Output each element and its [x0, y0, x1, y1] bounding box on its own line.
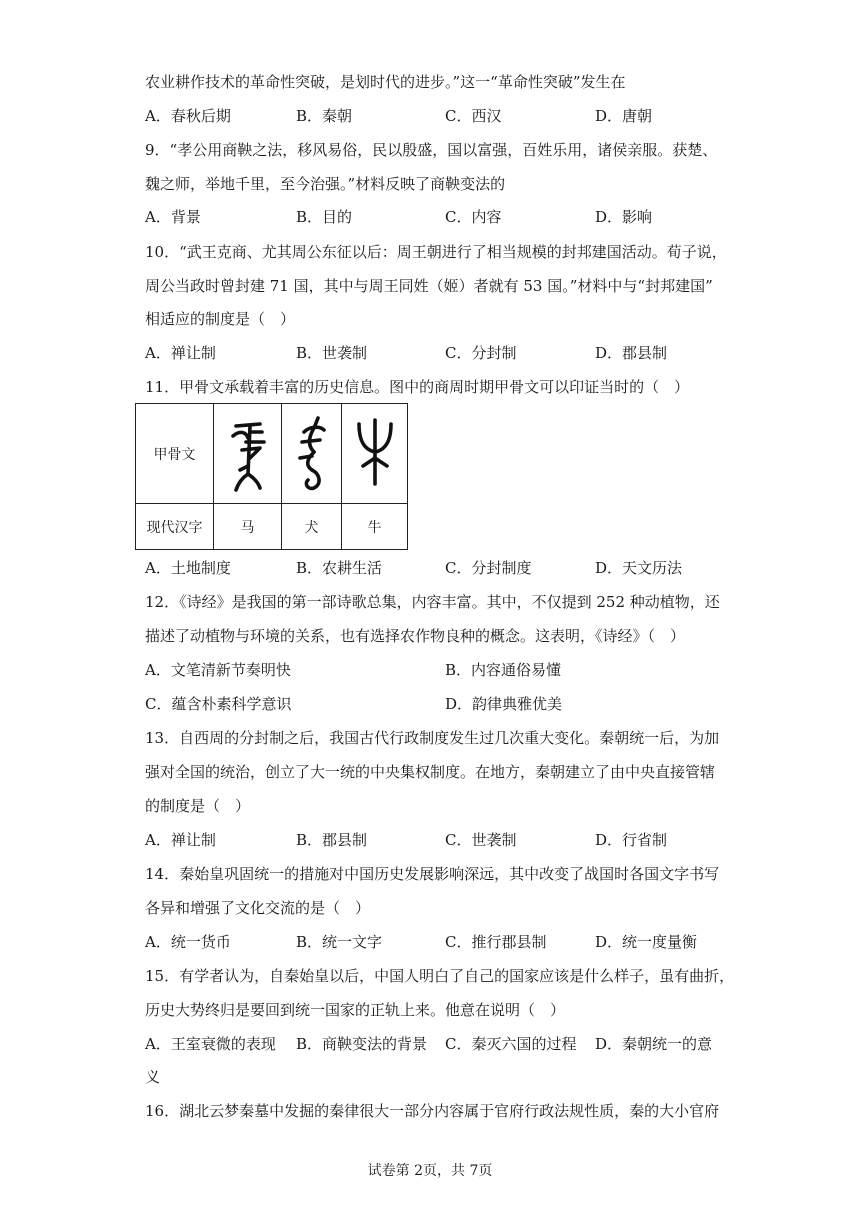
- q10-stem-1: 10．“武王克商、尤其周公东征以后：周王朝进行了相当规模的封邦建国活动。荀子说，: [145, 243, 727, 261]
- q15-option-d: D．秦朝统一的意: [595, 1035, 713, 1053]
- q9-option-c: C．内容: [445, 208, 502, 226]
- q13-option-d: D．行省制: [595, 831, 668, 849]
- oracle-horse-cell: [214, 404, 282, 504]
- q8-option-b: B．秦朝: [296, 107, 353, 125]
- q11-stem: 11．甲骨文承载着丰富的历史信息。图中的商周时期甲骨文可以印证当时的（ ）: [145, 378, 690, 396]
- q13-stem-1: 13．自西周的分封制之后，我国古代行政制度发生过几次重大变化。秦朝统一后，为加: [145, 729, 720, 747]
- q9-options: [145, 207, 745, 227]
- q10-stem-3: 相适应的制度是（ ）: [145, 310, 296, 328]
- q12-option-c: C．蕴含朴素科学意识: [145, 695, 292, 713]
- q15-option-b: B．商鞅变法的背景: [296, 1035, 428, 1053]
- q10-option-b: B．世袭制: [296, 344, 368, 362]
- oracle-ox-icon: [353, 412, 397, 492]
- q13-stem-2: 强对全国的统治，创立了大一统的中央集权制度。在地方，秦朝建立了由中央直接管辖: [145, 763, 716, 781]
- q10-options: [145, 343, 745, 363]
- oracle-dog-icon: [292, 412, 332, 492]
- q16-stem-1: 16．湖北云梦秦墓中发掘的秦律很大一部分内容属于官府行政法规性质，秦的大小官府: [145, 1102, 720, 1120]
- q12-option-b: B．内容通俗易懂: [445, 661, 562, 679]
- q9-option-a: A．背景: [145, 208, 201, 226]
- q8-option-c: C．西汉: [445, 107, 502, 125]
- q14-options: [145, 932, 745, 952]
- q10-stem-2: 周公当政时曾封建 71 国，其中与周王同姓（姬）者就有 53 国。”材料中与“封邦建国”: [145, 277, 713, 295]
- q15-options: [145, 1034, 745, 1054]
- page-footer: 试卷第 2页，共 7页: [367, 1163, 493, 1179]
- oracle-bone-table: [135, 403, 408, 550]
- oracle-ox-cell: [342, 404, 408, 504]
- q9-stem-2: 魏之师，举地千里，至今治强。”材料反映了商鞅变法的: [145, 175, 506, 193]
- q8-option-d: D．唐朝: [595, 107, 653, 125]
- q12-stem-1: 12．《诗经》是我国的第一部诗歌总集，内容丰富。其中，不仅提到 252 种动植物，还: [145, 593, 720, 611]
- modern-char-dog: 犬: [282, 504, 342, 550]
- q13-options: [145, 830, 745, 850]
- q13-stem-3: 的制度是（ ）: [145, 797, 251, 815]
- q12-option-a: A．文笔清新节奏明快: [145, 661, 291, 679]
- q12-stem-2: 描述了动植物与环境的关系，也有选择农作物良种的概念。这表明，《诗经》（ ）: [145, 627, 686, 645]
- q15-option-a: A．王室衰微的表现: [145, 1035, 276, 1053]
- q11-option-d: D．天文历法: [595, 559, 683, 577]
- q9-option-b: B．目的: [296, 208, 353, 226]
- q14-stem-2: 各异和增强了文化交流的是（ ）: [145, 899, 371, 917]
- oracle-horse-icon: [226, 412, 270, 492]
- q14-stem-1: 14．秦始皇巩固统一的措施对中国历史发展影响深远，其中改变了战国时各国文字书写: [145, 865, 720, 883]
- q10-option-d: D．郡县制: [595, 344, 668, 362]
- modern-char-horse: 马: [214, 504, 282, 550]
- q9-stem-1: 9．“孝公用商鞅之法，移风易俗，民以殷盛，国以富强，百姓乐用，诸侯亲服。获楚、: [145, 141, 718, 159]
- q15-stem-2: 历史大势终归是要回到统一国家的正轨上来。他意在说明（ ）: [145, 1001, 566, 1019]
- q8-stem-tail: 农业耕作技术的革命性突破，是划时代的进步。”这一“革命性突破”发生在: [145, 73, 626, 91]
- q15-stem-1: 15．有学者认为，自秦始皇以后，中国人明白了自己的国家应该是什么样子，虽有曲折，: [145, 967, 735, 985]
- q14-option-d: D．统一度量衡: [595, 933, 698, 951]
- q8-option-a: A．春秋后期: [145, 107, 231, 125]
- oracle-row-label: 甲骨文: [136, 404, 214, 504]
- q13-option-a: A．禅让制: [145, 831, 216, 849]
- q12-options-row2: [145, 694, 745, 714]
- q12-options-row1: [145, 660, 745, 680]
- q9-option-d: D．影响: [595, 208, 653, 226]
- q15-option-d-wrap: 义: [145, 1068, 161, 1086]
- modern-char-ox: 牛: [342, 504, 408, 550]
- q11-option-a: A．土地制度: [145, 559, 231, 577]
- q10-option-a: A．禅让制: [145, 344, 216, 362]
- q15-option-c: C．秦灭六国的过程: [445, 1035, 577, 1053]
- q12-option-d: D．韵律典雅优美: [445, 695, 563, 713]
- q14-option-b: B．统一文字: [296, 933, 383, 951]
- q13-option-c: C．世袭制: [445, 831, 517, 849]
- q11-option-b: B．农耕生活: [296, 559, 383, 577]
- q14-option-c: C．推行郡县制: [445, 933, 547, 951]
- q10-option-c: C．分封制: [445, 344, 517, 362]
- q13-option-b: B．郡县制: [296, 831, 368, 849]
- oracle-dog-cell: [282, 404, 342, 504]
- q14-option-a: A．统一货币: [145, 933, 231, 951]
- q11-options: [145, 558, 745, 578]
- q11-option-c: C．分封制度: [445, 559, 532, 577]
- q8-options: [145, 106, 745, 126]
- modern-row-label: 现代汉字: [136, 504, 214, 550]
